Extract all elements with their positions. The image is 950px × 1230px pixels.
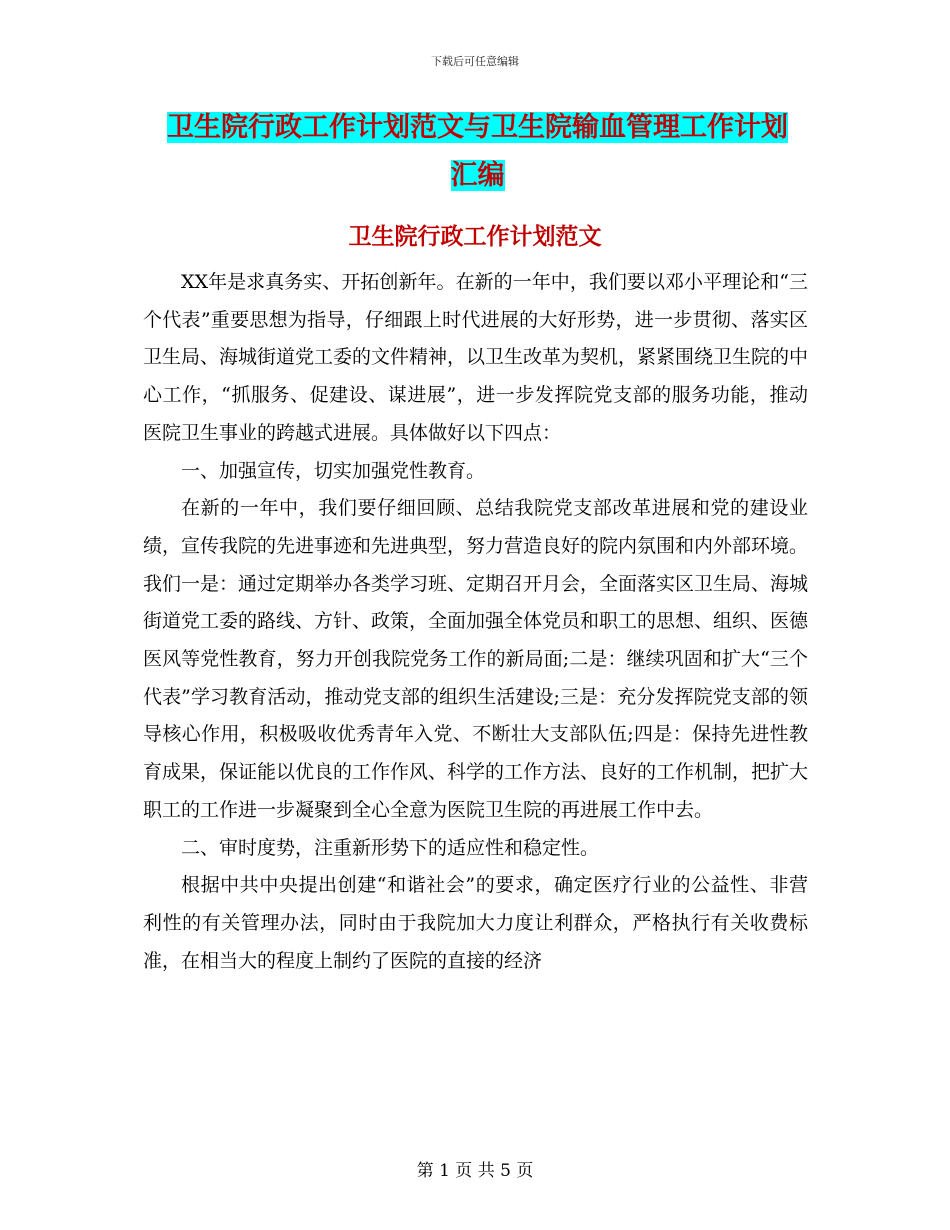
- document-title-line-1: 卫生院行政工作计划范文与卫生院输血管理工作计划: [167, 112, 788, 143]
- document-title: [140, 104, 815, 200]
- paragraph: 在新的一年中，我们要仔细回顾、总结我院党支部改革进展和党的建设业绩，宣传我院的先进事迹和先进典型，努力营造良好的院内氛围和内外部环境。我们一是：通过定期举办各类学习班、定期召开月会，全面落实区卫生局、海城街道党工委的路线、方针、政策，全面加强全体党员和职工的思想、组织、医德医风等党性教育，努力开创我院党务工作的新局面;二是：继续巩固和扩大“三个代表”学习教育活动，推动党支部的组织生活建设;三是：充分发挥院党支部的领导核心作用，积极吸收优秀青年入党、不断壮大支部队伍;四是：保持先进性教育成果，保证能以优良的工作作风、科学的工作方法、良好的工作机制，把扩大职工的工作进一步凝聚到全心全意为医院卫生院的再进展工作中去。: [143, 497, 809, 821]
- body-text: [143, 264, 808, 980]
- header-note: 下载后可任意编辑: [431, 55, 519, 68]
- paragraph-heading: 二、审时度势，注重新形势下的适应性和稳定性。: [181, 836, 600, 859]
- document-title-line-2: 汇编: [450, 160, 505, 191]
- page-number: 第 1 页 共 5 页: [416, 1161, 534, 1181]
- paragraph: XX年是求真务实、开拓创新年。在新的一年中，我们要以邓小平理论和“三个代表”重要思想为指导，仔细跟上时代进展的大好形势，进一步贯彻、落实区卫生局、海城街道党工委的文件精神，以卫生改革为契机，紧紧围绕卫生院的中心工作，“抓服务、促建设、谋进展”，进一步发挥院党支部的服务功能，推动医院卫生事业的跨越式进展。具体做好以下四点：: [143, 271, 809, 444]
- section-title: 卫生院行政工作计划范文: [348, 223, 602, 250]
- paragraph: 根据中共中央提出创建“和谐社会”的要求，确定医疗行业的公益性、非营利性的有关管理办法，同时由于我院加大力度让利群众，严格执行有关收费标准，在相当大的程度上制约了医院的直接的经济: [143, 874, 808, 972]
- paragraph-heading: 一、加强宣传，切实加强党性教育。: [181, 459, 486, 482]
